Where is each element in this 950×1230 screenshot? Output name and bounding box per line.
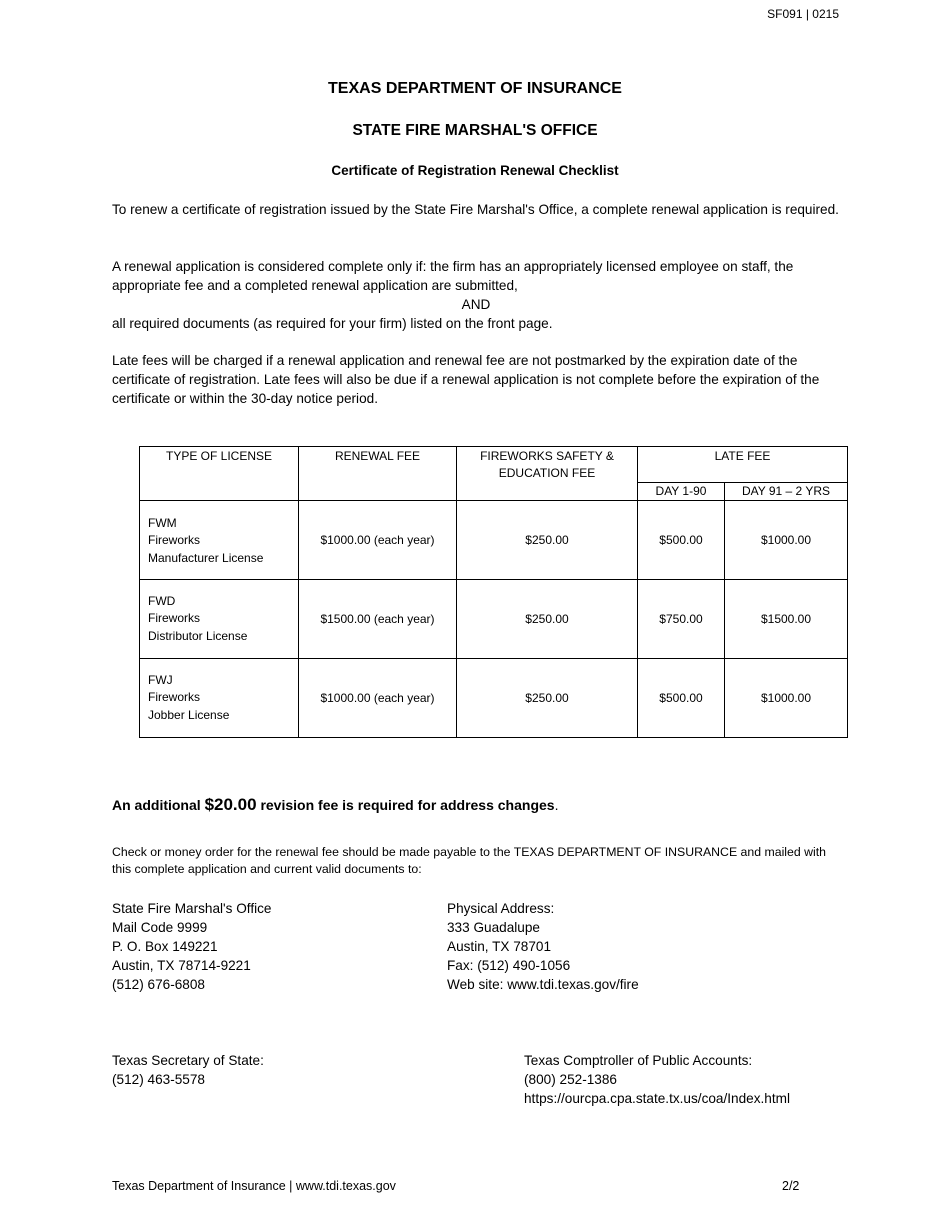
revision-prefix: An additional	[112, 797, 205, 813]
license-code: FWM	[148, 515, 177, 530]
comptroller-contact	[524, 1051, 790, 1108]
revision-amount: $20.00	[204, 795, 257, 814]
license-category: Fireworks	[148, 690, 201, 705]
document-title: Certificate of Registration Renewal Checklist	[331, 163, 619, 178]
late-fee-paragraph: Late fees will be charged if a renewal application and renewal fee are not postmarked by the expiration date of the certificate of registration. Late fees will also be due if a renewal application is not complete before the expiration of the certificate or within the 30-day notice period.	[112, 353, 820, 406]
revision-fee-note	[112, 795, 558, 815]
table-row	[140, 580, 848, 659]
license-type-cell	[140, 659, 299, 738]
revision-suffix: revision fee is required for address changes	[256, 797, 555, 813]
license-type-cell	[140, 501, 299, 580]
renewal-fee-cell: $1000.00 (each year)	[299, 501, 457, 580]
and-conjunction: AND	[461, 297, 491, 312]
form-id: SF091 | 0215	[767, 7, 839, 21]
physical-address-label: Physical Address:	[447, 901, 555, 916]
mailing-address	[112, 899, 271, 994]
fee-table-header-row	[140, 447, 848, 483]
intro-paragraph: To renew a certificate of registration issued by the State Fire Marshal's Office, a complete renewal application is required.	[112, 202, 839, 217]
late-fee-day1-90-cell: $500.00	[638, 501, 725, 580]
website-line: Web site: www.tdi.texas.gov/fire	[447, 977, 639, 992]
license-type-cell	[140, 580, 299, 659]
comptroller-url: https://ourcpa.cpa.state.tx.us/coa/Index.html	[524, 1091, 790, 1106]
safety-fee-header: FIREWORKS SAFETY & EDUCATION FEE	[457, 447, 638, 501]
safety-fee-cell: $250.00	[457, 501, 638, 580]
late-fee-day91-cell: $1000.00	[725, 659, 848, 738]
license-code: FWJ	[148, 672, 173, 687]
secretary-phone: (512) 463-5578	[112, 1072, 205, 1087]
license-category: Fireworks	[148, 533, 201, 548]
renewal-fee-cell: $1000.00 (each year)	[299, 659, 457, 738]
license-name: Distributor License	[148, 628, 248, 643]
revision-period: .	[554, 797, 559, 813]
late-fee-header: LATE FEE	[638, 447, 848, 483]
footer-agency: Texas Department of Insurance | www.tdi.texas.gov	[112, 1179, 396, 1193]
physical-line: Austin, TX 78701	[447, 939, 552, 954]
mailing-line: State Fire Marshal's Office	[112, 901, 272, 916]
mailing-line: P. O. Box 149221	[112, 939, 218, 954]
comptroller-phone: (800) 252-1386	[524, 1072, 617, 1087]
mailing-line: Mail Code 9999	[112, 920, 208, 935]
fee-table	[139, 446, 848, 738]
table-row	[140, 501, 848, 580]
completeness-documents-text: all required documents (as required for your firm) listed on the front page.	[112, 316, 553, 331]
safety-fee-cell: $250.00	[457, 580, 638, 659]
mailing-line: Austin, TX 78714-9221	[112, 958, 251, 973]
renewal-fee-cell: $1500.00 (each year)	[299, 580, 457, 659]
late-fee-day91-header: DAY 91 – 2 YRS	[725, 483, 848, 501]
license-name: Jobber License	[148, 707, 230, 722]
comptroller-label: Texas Comptroller of Public Accounts:	[524, 1053, 753, 1068]
office-title: STATE FIRE MARSHAL'S OFFICE	[352, 122, 598, 139]
late-fee-day1-90-cell: $500.00	[638, 659, 725, 738]
late-fee-day1-90-header: DAY 1-90	[638, 483, 725, 501]
type-header: TYPE OF LICENSE	[140, 447, 299, 501]
license-category: Fireworks	[148, 611, 201, 626]
late-fee-day1-90-cell: $750.00	[638, 580, 725, 659]
completeness-text: A renewal application is considered complete only if: the firm has an appropriately licensed employee on staff, the appropriate fee and a completed renewal application are submitted,	[112, 259, 794, 293]
physical-line: 333 Guadalupe	[447, 920, 540, 935]
completeness-paragraph	[112, 257, 840, 333]
license-code: FWD	[148, 593, 176, 608]
table-row	[140, 659, 848, 738]
page-number: 2/2	[782, 1179, 800, 1193]
safety-fee-cell: $250.00	[457, 659, 638, 738]
late-fee-day91-cell: $1500.00	[725, 580, 848, 659]
mailing-phone: (512) 676-6808	[112, 977, 205, 992]
license-name: Manufacturer License	[148, 550, 264, 565]
renewal-fee-header: RENEWAL FEE	[299, 447, 457, 501]
late-fee-day91-cell: $1000.00	[725, 501, 848, 580]
physical-address	[447, 899, 639, 994]
payment-note: Check or money order for the renewal fee should be made payable to the TEXAS DEPARTMENT OF INSURANCE and mailed with this complete application and current valid documents to:	[112, 845, 826, 876]
fax-number: Fax: (512) 490-1056	[447, 958, 571, 973]
agency-title: TEXAS DEPARTMENT OF INSURANCE	[328, 80, 622, 97]
secretary-of-state-contact	[112, 1051, 264, 1089]
secretary-label: Texas Secretary of State:	[112, 1053, 264, 1068]
